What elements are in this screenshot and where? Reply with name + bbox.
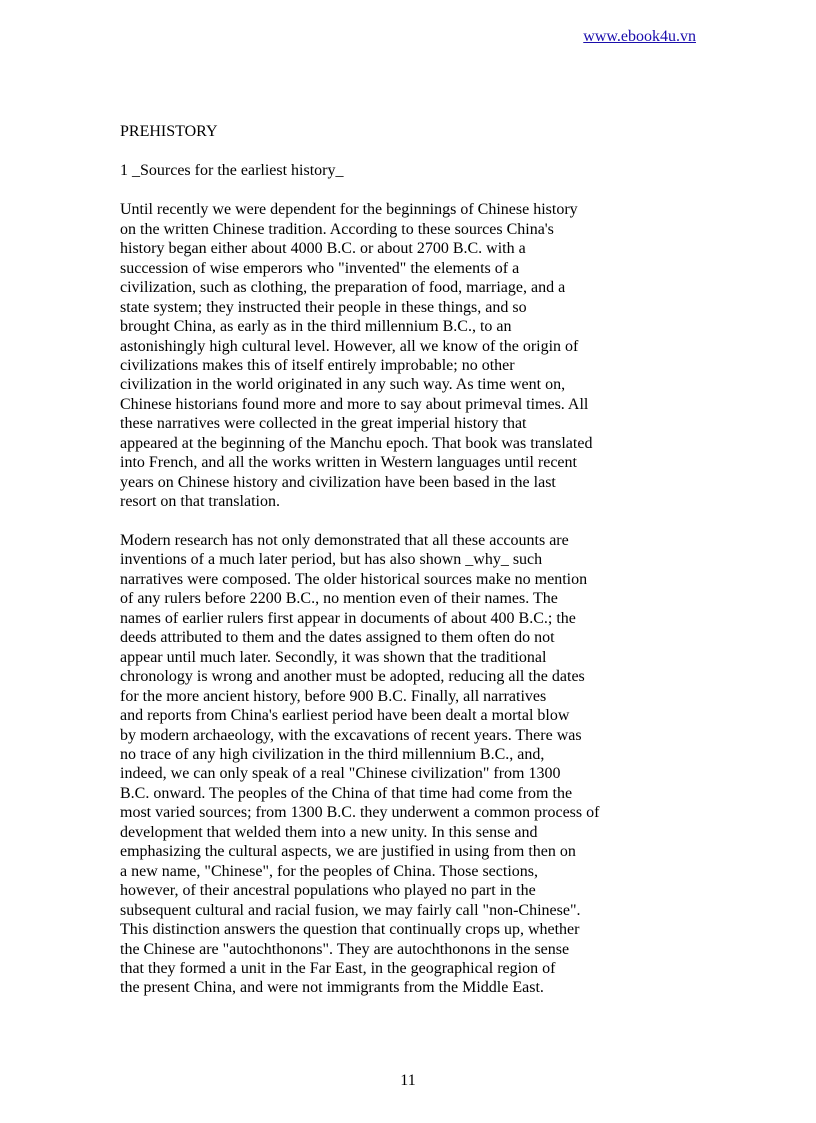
text-line: most varied sources; from 1300 B.C. they underwent a common process of — [120, 804, 600, 822]
text-line: astonishingly high cultural level. However, all we know of the origin of — [120, 337, 579, 355]
text-line: however, of their ancestral populations who played no part in the — [120, 882, 536, 900]
text-line: by modern archaeology, with the excavations of recent years. There was — [120, 726, 582, 744]
text-line: civilizations makes this of itself entirely improbable; no other — [120, 356, 515, 374]
chapter-heading: PREHISTORY — [120, 123, 218, 140]
text-line: This distinction answers the question that continually crops up, whether — [120, 921, 580, 939]
text-line: civilization in the world originated in any such way. As time went on, — [120, 376, 566, 394]
text-line: of any rulers before 2200 B.C., no mention even of their names. The — [120, 590, 558, 608]
text-line: years on Chinese history and civilization have been based in the last — [120, 473, 556, 491]
text-line: civilization, such as clothing, the preparation of food, marriage, and a — [120, 279, 566, 297]
text-line: the Chinese are "autochthonons". They are autochthonons in the sense — [120, 940, 570, 958]
body-paragraph — [120, 531, 620, 998]
text-line: indeed, we can only speak of a real "Chinese civilization" from 1300 — [120, 765, 561, 783]
text-line: Modern research has not only demonstrated that all these accounts are — [120, 532, 569, 550]
text-line: narratives were composed. The older historical sources make no mention — [120, 570, 588, 588]
paragraphs-container — [120, 200, 620, 998]
text-line: on the written Chinese tradition. According to these sources China's — [120, 220, 554, 238]
document-body — [120, 122, 620, 998]
text-line: chronology is wrong and another must be adopted, reducing all the dates — [120, 668, 585, 686]
text-line: deeds attributed to them and the dates assigned to them often do not — [120, 629, 555, 647]
text-line: that they formed a unit in the Far East, in the geographical region of — [120, 960, 556, 977]
text-line: Until recently we were dependent for the beginnings of Chinese history — [120, 201, 578, 219]
text-line: subsequent cultural and racial fusion, we may fairly call "non-Chinese". — [120, 901, 581, 919]
text-line: Chinese historians found more and more to say about primeval times. All — [120, 395, 589, 413]
text-line: state system; they instructed their people in these things, and so — [120, 298, 527, 316]
text-line: emphasizing the cultural aspects, we are justified in using from then on — [120, 843, 576, 861]
text-line: resort on that translation. — [120, 493, 280, 511]
text-line: inventions of a much later period, but has also shown _why_ such — [120, 551, 543, 569]
body-paragraph — [120, 200, 620, 511]
text-line: the present China, and were not immigrants from the Middle East. — [120, 979, 544, 997]
section-title: 1 _Sources for the earliest history_ — [120, 162, 344, 180]
text-line: succession of wise emperors who "invented" the elements of a — [120, 259, 520, 277]
text-line: names of earlier rulers first appear in documents of about 400 B.C.; the — [120, 609, 576, 627]
text-line: a new name, "Chinese", for the peoples of China. Those sections, — [120, 862, 538, 880]
text-line: appear until much later. Secondly, it was shown that the traditional — [120, 648, 547, 666]
text-line: for the more ancient history, before 900 B.C. Finally, all narratives — [120, 687, 547, 705]
text-line: B.C. onward. The peoples of the China of that time had come from the — [120, 784, 573, 802]
text-line: and reports from China's earliest period have been dealt a mortal blow — [120, 707, 570, 725]
text-line: appeared at the beginning of the Manchu epoch. That book was translated — [120, 434, 593, 452]
text-line: brought China, as early as in the third millennium B.C., to an — [120, 318, 512, 336]
text-line: into French, and all the works written in Western languages until recent — [120, 454, 577, 472]
page-number: 11 — [400, 1072, 416, 1089]
header-website-link[interactable]: www.ebook4u.vn — [583, 28, 696, 45]
text-line: history began either about 4000 B.C. or about 2700 B.C. with a — [120, 240, 526, 258]
text-line: no trace of any high civilization in the third millennium B.C., and, — [120, 746, 545, 764]
text-line: development that welded them into a new unity. In this sense and — [120, 823, 538, 841]
text-line: these narratives were collected in the great imperial history that — [120, 415, 527, 433]
